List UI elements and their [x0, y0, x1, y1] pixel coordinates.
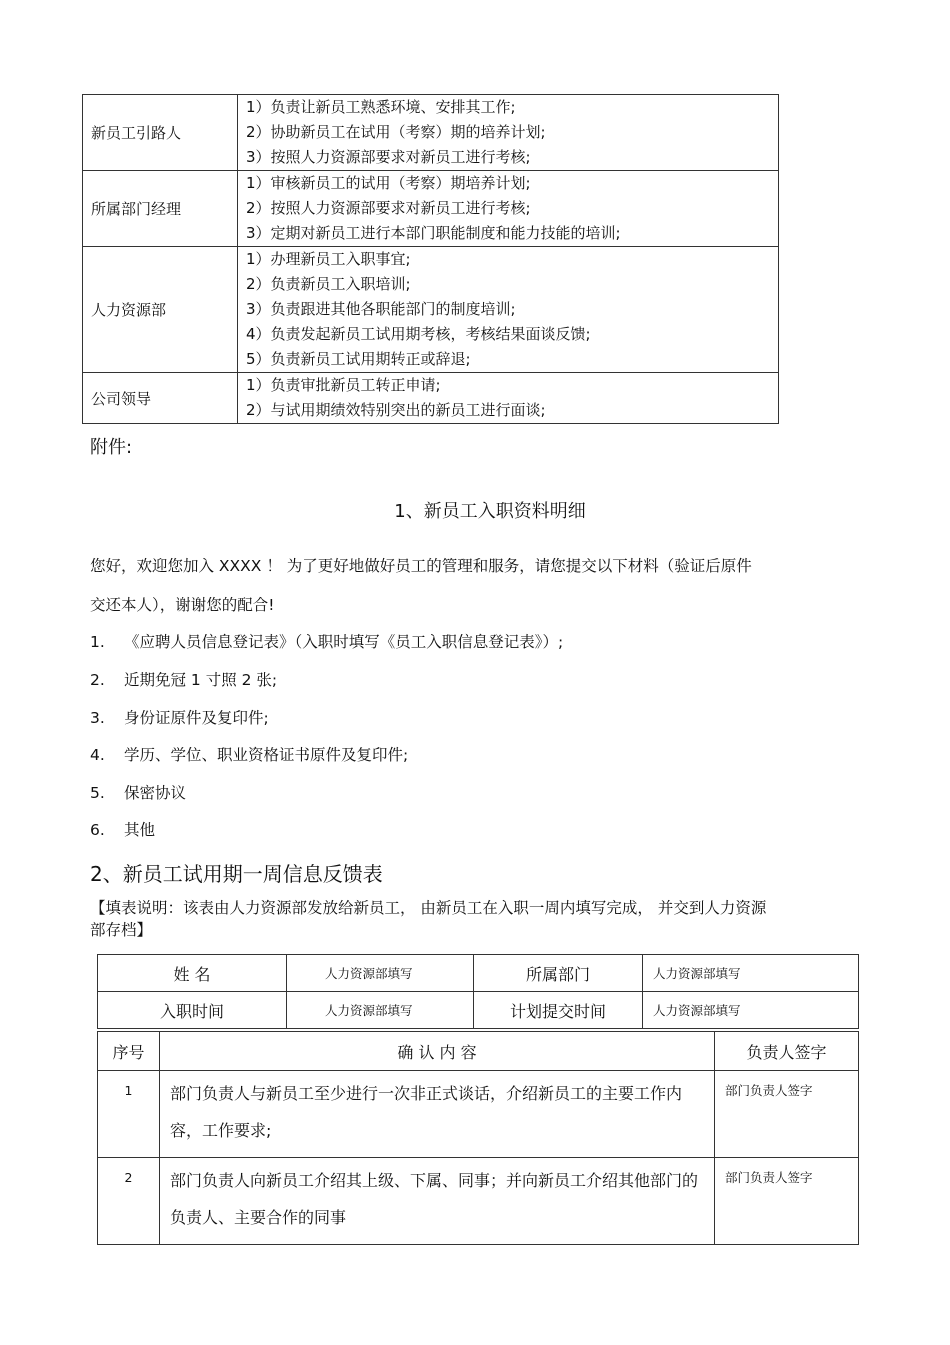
duty-line: 4）负责发起新员工试用期考核，考核结果面谈反馈;	[246, 325, 591, 343]
item-text: 身份证原件及复印件;	[124, 709, 269, 727]
intro-line-1: 您好，欢迎您加入 XXXX ！ 为了更好地做好员工的管理和服务，请您提交以下材料（验证后原件	[90, 557, 752, 575]
duty-line: 1）负责审批新员工转正申请;	[246, 376, 441, 394]
duty-line: 3）负责跟进其他各职能部门的制度培训;	[246, 300, 516, 318]
fill-instructions	[90, 897, 910, 941]
duties-cell	[238, 247, 779, 373]
item-text: 《应聘人员信息登记表》（入职时填写《员工入职信息登记表》）;	[124, 633, 564, 651]
header-sign: 负责人签字	[715, 1032, 859, 1071]
note-line-2: 部存档】	[90, 921, 153, 939]
header-seq: 序号	[98, 1032, 160, 1071]
duty-line: 2）与试用期绩效特别突出的新员工进行面谈;	[246, 401, 546, 419]
table-row	[98, 1158, 859, 1245]
list-item	[90, 668, 277, 690]
table-row	[98, 992, 859, 1029]
table-row	[83, 373, 779, 424]
table-row	[98, 1071, 859, 1158]
row-sign: 部门负责人签字	[715, 1158, 859, 1245]
header-content: 确 认 内 容	[160, 1032, 715, 1071]
duty-line: 1）办理新员工入职事宜;	[246, 250, 411, 268]
table-row	[83, 247, 779, 373]
item-text: 近期免冠 1 寸照 2 张;	[124, 671, 278, 689]
table-row	[83, 95, 779, 171]
duty-line: 1）审核新员工的试用（考察）期培养计划;	[246, 174, 531, 192]
confirmation-table	[97, 1031, 859, 1245]
table-row	[98, 955, 859, 992]
duty-line: 2）负责新员工入职培训;	[246, 275, 411, 293]
attachment-label: 附件:	[90, 437, 133, 458]
dept-value: 人力资源部填写	[643, 955, 859, 992]
join-date-value: 人力资源部填写	[287, 992, 474, 1029]
duty-line: 3）按照人力资源部要求对新员工进行考核;	[246, 148, 531, 166]
duties-cell	[238, 171, 779, 247]
item-number: 4.	[90, 746, 105, 764]
info-table	[97, 954, 859, 1029]
table-header-row	[98, 1032, 859, 1071]
role-cell: 公司领导	[83, 373, 238, 424]
section2-title: 2、新员工试用期一周信息反馈表	[90, 862, 383, 886]
duty-line: 3）定期对新员工进行本部门职能制度和能力技能的培训;	[246, 224, 621, 242]
duty-line: 5）负责新员工试用期转正或辞退;	[246, 350, 471, 368]
section1-title: 1、新员工入职资料明细	[394, 501, 586, 522]
name-label: 姓 名	[98, 955, 287, 992]
row-content: 部门负责人与新员工至少进行一次非正式谈话，介绍新员工的主要工作内容，工作要求;	[160, 1071, 715, 1158]
list-item	[90, 781, 186, 803]
responsibilities-table	[82, 94, 779, 424]
join-date-label: 入职时间	[98, 992, 287, 1029]
note-line-1: 【填表说明：该表由人力资源部发放给新员工， 由新员工在入职一周内填写完成， 并交到人力资源	[90, 899, 767, 917]
submit-time-value: 人力资源部填写	[643, 992, 859, 1029]
list-item	[90, 630, 563, 652]
item-text: 保密协议	[124, 784, 187, 802]
item-number: 5.	[90, 784, 105, 802]
item-number: 6.	[90, 821, 105, 839]
duties-cell	[238, 95, 779, 171]
name-value: 人力资源部填写	[287, 955, 474, 992]
list-item	[90, 706, 269, 728]
role-cell: 人力资源部	[83, 247, 238, 373]
row-sign: 部门负责人签字	[715, 1071, 859, 1158]
row-seq: 1	[98, 1071, 160, 1158]
intro-line-2: 交还本人），谢谢您的配合!	[90, 596, 275, 614]
item-number: 1.	[90, 633, 105, 651]
submit-time-label: 计划提交时间	[474, 992, 643, 1029]
item-text: 其他	[124, 821, 156, 839]
item-number: 3.	[90, 709, 105, 727]
dept-label: 所属部门	[474, 955, 643, 992]
duty-line: 2）协助新员工在试用（考察）期的培养计划;	[246, 123, 546, 141]
table-row	[83, 171, 779, 247]
duties-cell	[238, 373, 779, 424]
row-content: 部门负责人向新员工介绍其上级、下属、同事；并向新员工介绍其他部门的负责人、主要合作的同事	[160, 1158, 715, 1245]
role-cell: 新员工引路人	[83, 95, 238, 171]
row-seq: 2	[98, 1158, 160, 1245]
list-item	[90, 818, 155, 840]
role-cell: 所属部门经理	[83, 171, 238, 247]
item-number: 2.	[90, 671, 105, 689]
duty-line: 1）负责让新员工熟悉环境、安排其工作;	[246, 98, 516, 116]
duty-line: 2）按照人力资源部要求对新员工进行考核;	[246, 199, 531, 217]
list-item	[90, 743, 408, 765]
item-text: 学历、学位、职业资格证书原件及复印件;	[124, 746, 409, 764]
